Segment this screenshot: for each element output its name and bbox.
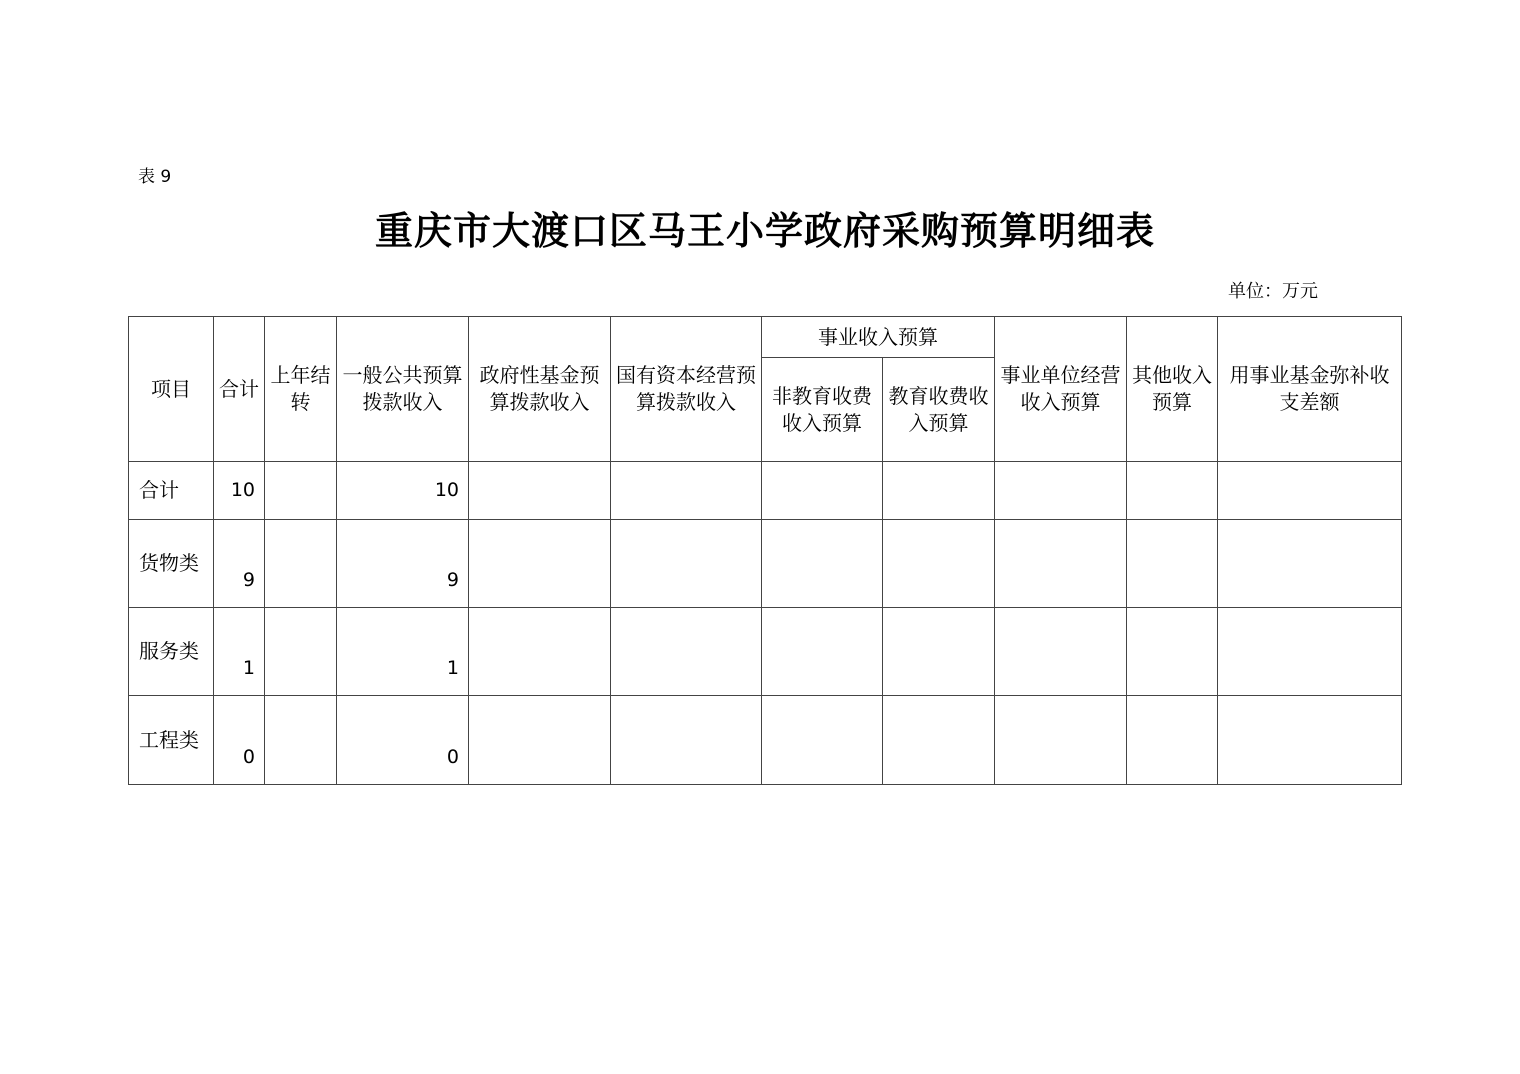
row-non-edu-fee bbox=[762, 462, 883, 520]
row-non-edu-fee bbox=[762, 520, 883, 608]
row-total: 0 bbox=[214, 696, 265, 785]
row-fund-offset bbox=[1218, 520, 1402, 608]
row-unit-operation bbox=[995, 608, 1127, 696]
row-other-income bbox=[1127, 520, 1218, 608]
row-item: 合计 bbox=[129, 462, 214, 520]
table-number: 表 9 bbox=[138, 167, 172, 187]
row-other-income bbox=[1127, 696, 1218, 785]
row-state-capital bbox=[611, 696, 762, 785]
row-gov-fund bbox=[469, 696, 611, 785]
table-row bbox=[129, 608, 1402, 696]
row-gov-fund bbox=[469, 608, 611, 696]
row-non-edu-fee bbox=[762, 608, 883, 696]
page-title: 重庆市大渡口区马王小学政府采购预算明细表 bbox=[374, 209, 1155, 253]
row-carryover bbox=[265, 462, 337, 520]
header-general-budget: 一般公共预算拨款收入 bbox=[337, 317, 469, 462]
row-carryover bbox=[265, 520, 337, 608]
row-other-income bbox=[1127, 462, 1218, 520]
procurement-budget-table bbox=[128, 316, 1402, 785]
row-edu-fee bbox=[883, 696, 995, 785]
row-total: 1 bbox=[214, 608, 265, 696]
header-carryover: 上年结转 bbox=[265, 317, 337, 462]
row-state-capital bbox=[611, 608, 762, 696]
row-unit-operation bbox=[995, 462, 1127, 520]
row-edu-fee bbox=[883, 608, 995, 696]
table-row bbox=[129, 520, 1402, 608]
row-edu-fee bbox=[883, 462, 995, 520]
row-other-income bbox=[1127, 608, 1218, 696]
row-edu-fee bbox=[883, 520, 995, 608]
row-carryover bbox=[265, 696, 337, 785]
row-non-edu-fee bbox=[762, 696, 883, 785]
row-fund-offset bbox=[1218, 696, 1402, 785]
header-edu-fee: 教育收费收入预算 bbox=[883, 358, 995, 462]
header-gov-fund: 政府性基金预算拨款收入 bbox=[469, 317, 611, 462]
row-general: 10 bbox=[337, 462, 469, 520]
row-gov-fund bbox=[469, 520, 611, 608]
row-unit-operation bbox=[995, 696, 1127, 785]
header-career-income: 事业收入预算 bbox=[762, 317, 995, 358]
row-item: 工程类 bbox=[129, 696, 214, 785]
row-state-capital bbox=[611, 520, 762, 608]
unit-label: 单位：万元 bbox=[1228, 281, 1318, 302]
row-carryover bbox=[265, 608, 337, 696]
header-item: 项目 bbox=[129, 317, 214, 462]
table-row bbox=[129, 696, 1402, 785]
table-row bbox=[129, 462, 1402, 520]
header-fund-offset: 用事业基金弥补收支差额 bbox=[1218, 317, 1402, 462]
row-state-capital bbox=[611, 462, 762, 520]
row-item: 服务类 bbox=[129, 608, 214, 696]
header-total: 合计 bbox=[214, 317, 265, 462]
row-general: 1 bbox=[337, 608, 469, 696]
row-fund-offset bbox=[1218, 608, 1402, 696]
header-state-capital: 国有资本经营预算拨款收入 bbox=[611, 317, 762, 462]
row-item: 货物类 bbox=[129, 520, 214, 608]
header-other-income: 其他收入预算 bbox=[1127, 317, 1218, 462]
row-unit-operation bbox=[995, 520, 1127, 608]
header-unit-operation: 事业单位经营收入预算 bbox=[995, 317, 1127, 462]
row-general: 9 bbox=[337, 520, 469, 608]
row-gov-fund bbox=[469, 462, 611, 520]
row-general: 0 bbox=[337, 696, 469, 785]
row-total: 10 bbox=[214, 462, 265, 520]
header-non-edu-fee: 非教育收费收入预算 bbox=[762, 358, 883, 462]
row-fund-offset bbox=[1218, 462, 1402, 520]
row-total: 9 bbox=[214, 520, 265, 608]
